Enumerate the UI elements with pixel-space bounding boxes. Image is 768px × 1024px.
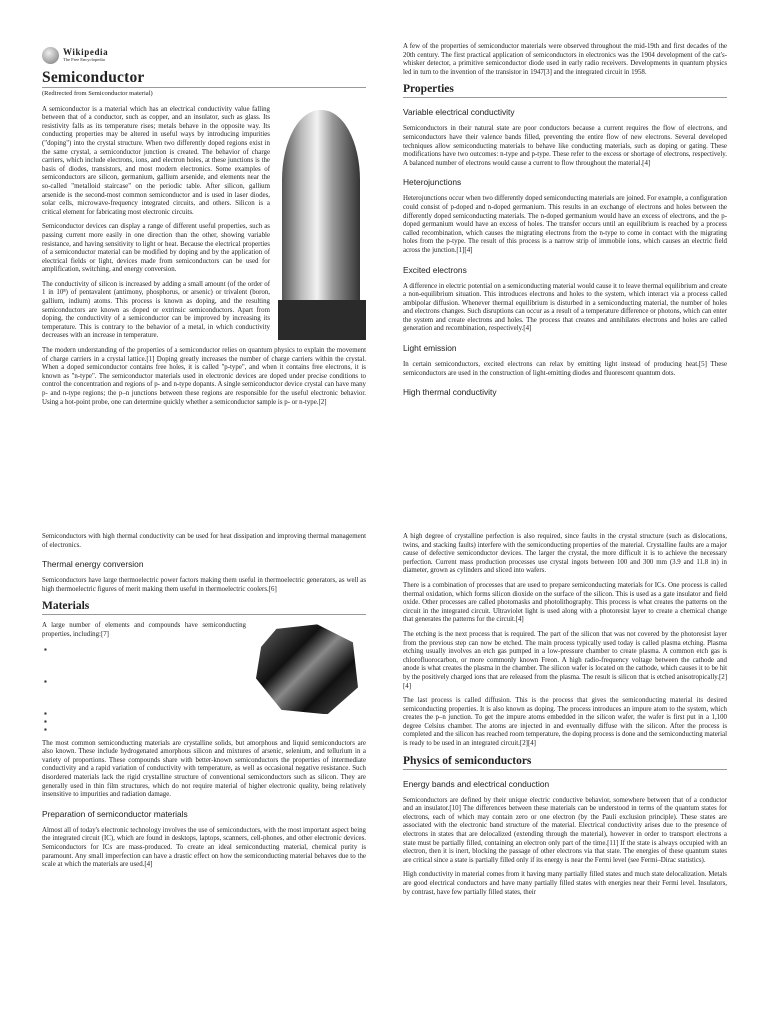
heading-physics: Physics of semiconductors [403,755,727,770]
silicon-crystal-photo[interactable] [278,110,366,340]
heading-thermal-conductivity: High thermal conductivity [403,387,497,398]
heading-materials: Materials [42,600,366,615]
page-title: Semiconductor [42,69,366,88]
heading-variable-conductivity: Variable electrical conductivity [403,107,515,118]
physics-paragraph-1: Semiconductors are defined by their unique electric conductive behavior, somewhere between that of a conductor and an insulator.[10] The differences between these materials can be understood in terms of the quantum states for electrons, each of which may contain zero or one electron (by the Pauli exclusion principle). These states are associated with the electronic band structure of the material. Electrical conductivity arises due to the presence of electrons in states that are delocalized (extending through the material), however in order to transport electrons a state must be partially filled, containing an electron only part of the time.[11] If the state is always occupied with an electron, then it is inert, blocking the passage of other electrons via that state. The energies of these quantum states are critical since a state is partially filled only if its energy is near the Fermi level (see Fermi–Dirac statistics). [403,796,727,864]
logo-tagline: The Free Encyclopedia [63,57,105,62]
materials-paragraph: The most common semiconducting materials are crystalline solids, but amorphous and liquid semiconductors are also known. These include hydrogenated amorphous silicon and mixtures of arsenic, selenium, and tellurium in a variety of proportions. These compounds share with better-known semiconductors the properties of intermediate conductivity and a rapid variation of conductivity with temperature, as well as occasional negative resistance. Such disordered materials lack the rigid crystalline structure of conventional semiconductors such as silicon. They are generally used in thin film structures, which do not require material of higher electronic quality, being relatively insensitive to impurities and radiation damage. [42,739,366,799]
list-item [46,646,366,678]
lead-paragraph-2: Semiconductor devices can display a range of different useful properties, such as passing current more easily in one direction than the other, showing variable resistance, and having sensitivity to light or heat. Because the electrical properties of a semiconductor material can be modified by doping and by the application of electrical fields or light, devices made from semiconductors can be used for amplification, switching, and energy conversion. [42,223,270,274]
materials-list [42,646,366,734]
list-item [46,726,366,734]
thermal-energy-text: Semiconductors have large thermoelectric power factors making them useful in thermoelectric generators, as well as high thermoelectric figures of merit making them useful in thermoelectric coolers.[6] [42,577,366,593]
heterojunctions-text: Heterojunctions occur when two differently doped semiconducting materials are joined. For example, a configuration could consist of p-doped and n-doped germanium. This results in an exchange of electrons and holes between the differently doped semiconducting materials. The n-doped germanium would have an excess of electrons, and the p-doped germanium would have an excess of holes. The transfer occurs until an equilibrium is reached by a process called recombination, which causes the migrating electrons from the n-type to come in contact with the migrating holes from the p-type. The result of this process is a narrow strip of immobile ions, which causes an electric field across the junction.[1][4] [403,195,727,254]
logo-wordmark: Wikipedia [63,47,109,57]
fab-paragraph-1: A high degree of crystalline perfection is also required, since faults in the crystal structure (such as dislocations, twins, and stacking faults) interfere with the semiconducting properties of the material. Crystalline faults are a major cause of defective semiconductor devices. The larger the crystal, the more difficult it is to achieve the necessary perfection. Current mass production processes use crystal ingots between 100 and 300 mm (3.9 and 11.8 in) in diameter, grown as cylinders and sliced into wafers. [403,533,727,575]
history-paragraph: A few of the properties of semiconductor materials were observed throughout the mid-19th and first decades of the 20th century. The first practical application of semiconductors in electronics was the 1904 development of the cat's-whisker detector, a primitive semiconductor diode used in early radio receivers. Developments in quantum physics led in turn to the invention of the transistor in 1947[3] and the integrated circuit in 1958. [403,43,727,76]
fab-paragraph-4: The last process is called diffusion. This is the process that gives the semiconducting material its desired semiconducting properties. It is also known as doping. The process introduces an impure atom to the system, which creates the p–n junction. To get the impure atoms embedded in the silicon wafer, the wafer is first put in a 1,100 degree Celsius chamber. The atoms are injected in and eventually diffuse with the silicon. After the process is completed and the silicon has reached room temperature, the doping process is done and the semiconducting material is ready to be used in an integrated circuit.[2][4] [403,697,727,748]
wikipedia-logo[interactable] [42,44,366,66]
list-item [46,718,366,726]
wikipedia-globe-icon [42,47,59,64]
heading-thermal-energy-conversion: Thermal energy conversion [42,559,144,570]
preparation-text: Almost all of today's electronic technology involves the use of semiconductors, with the most important aspect being the integrated circuit (IC), which are found in desktops, laptops, scanners, cell-phones, and other electronic devices. Semiconductors for ICs are mass-produced. To create an ideal semiconducting material, chemical purity is paramount. Any small imperfection can have a drastic effect on how the semiconducting material behaves due to the scale at which the materials are used.[4] [42,826,366,869]
variable-conductivity-text: Semiconductors in their natural state are poor conductors because a current requires the flow of electrons, and semiconductors have their valence bands filled, preventing the entire flow of new electrons. Several developed techniques allow semiconducting materials to behave like conducting materials, such as doping or gating. These modifications have two outcomes: n-type and p-type. These refer to the excess or shortage of electrons, respectively. A balanced number of electrons would cause a current to flow throughout the material.[4] [403,125,727,167]
silicon-boule-icon [282,110,360,330]
heading-preparation: Preparation of semiconductor materials [42,808,188,819]
article-column-4 [403,533,727,903]
fab-paragraph-3: The etching is the next process that is required. The part of the silicon that was not covered by the photoresist layer from the previous step can now be etched. The main process typically used today is called plasma etching. Plasma etching usually involves an etch gas pumped in a low-pressure chamber to create plasma. A common etch gas is chlorofluorocarbon, or more commonly known Freon. A high radio-frequency voltage between the cathode and anode is what creates the plasma in the chamber. The silicon wafer is located on the cathode, which causes it to be hit by the positively charged ions that are released from the plasma. The result is silicon that is etched anisotropically.[2][4] [403,630,727,690]
redirect-note[interactable]: (Redirected from Semiconductor material) [42,90,153,97]
article-column-3 [42,533,366,876]
heading-light-emission: Light emission [403,343,457,354]
light-emission-text: In certain semiconductors, excited electrons can relax by emitting light instead of producing heat.[5] These semiconductors are used in the construction of light-emitting diodes and fluorescent quantum dots. [403,361,727,377]
materials-intro: A large number of elements and compounds have semiconducting properties, including:[7] [42,622,246,638]
list-item [46,678,366,710]
lead-paragraph-4: The modern understanding of the properties of a semiconductor relies on quantum physics to explain the movement of charge carriers in a crystal lattice.[1] Doping greatly increases the number of charge carriers within the crystal. When a doped semiconductor contains free holes, it is called "p-type", and when it contains free electrons, it is known as "n-type". The semiconductor materials used in electronic devices are doped under precise conditions to control the concentration and regions of p- and n-type dopants. A single semiconductor device crystal can have many p- and n-type regions; the p–n junctions between these regions are responsible for the useful electronic behavior. Using a hot-point probe, one can determine quickly whether a semiconductor sample is p- or n-type.[2] [42,347,366,406]
lead-paragraph-1: A semiconductor is a material which has an electrical conductivity value falling between that of a conductor, such as copper, and an insulator, such as glass. Its resistivity falls as its temperature rises; metals behave in the opposite way. Its conducting properties may be altered in useful ways by introducing impurities ("doping") into the crystal structure. When two differently doped regions exist in the same crystal, a semiconductor junction is created. The behavior of charge carriers, which include electrons, ions, and electron holes, at these junctions is the basis of diodes, transistors, and most modern electronics. Some examples of semiconductors are silicon, germanium, gallium arsenide, and elements near the so-called "metalloid staircase" on the periodic table. After silicon, gallium arsenide is the second-most common semiconductor and is used in laser diodes, solar cells, microwave-frequency integrated circuits, and others. Silicon is a critical element for fabricating most electronic circuits. [42,105,270,216]
heading-heterojunctions: Heterojunctions [403,177,462,188]
fab-paragraph-2: There is a combination of processes that are used to prepare semiconducting materials for ICs. One process is called thermal oxidation, which forms silicon dioxide on the surface of the silicon. This is used as a gate insulator and field oxide. Other processes are called photomasks and photolithography. This process is what creates the patterns on the circuit in the integrated circuit. Ultraviolet light is used along with a photoresist layer to create a chemical change that generates the patterns for the circuit.[4] [403,581,727,624]
lead-paragraph-3: The conductivity of silicon is increased by adding a small amount (of the order of 1 in 10⁸) of pentavalent (antimony, phosphorus, or arsenic) or trivalent (boron, gallium, indium) atoms. This process is known as doping, and the resulting semiconductors are known as doped or extrinsic semiconductors. Apart from doping, the conductivity of a semiconductor can be improved by increasing its temperature. This is contrary to the behavior of a metal, in which conductivity decreases with an increase in temperature. [42,280,270,340]
heading-energy-bands: Energy bands and electrical conduction [403,778,550,789]
article-column-2 [403,43,727,405]
article-column-1 [42,44,366,413]
list-item [46,710,366,718]
thermal-conductivity-text: Semiconductors with high thermal conductivity can be used for heat dissipation and improving thermal management of electronics. [42,533,366,549]
heading-properties: Properties [403,83,727,98]
excited-electrons-text: A difference in electric potential on a semiconducting material would cause it to leave thermal equilibrium and create a non-equilibrium situation. This introduces electrons and holes to the system, which interact via a process called ambipolar diffusion. Whenever thermal equilibrium is disturbed in a semiconducting material, the number of holes and electrons changes. Such disruptions can occur as a result of a temperature difference or photons, which can enter the system and create electrons and holes. The process that creates and annihilates electrons and holes are called generation and recombination, respectively.[4] [403,282,727,333]
physics-paragraph-2: High conductivity in material comes from it having many partially filled states and much state delocalization. Metals are good electrical conductors and have many partially filled states with energies near their Fermi level. Insulators, by contrast, have few partially filled states, their [403,871,727,896]
heading-excited-electrons: Excited electrons [403,264,467,275]
